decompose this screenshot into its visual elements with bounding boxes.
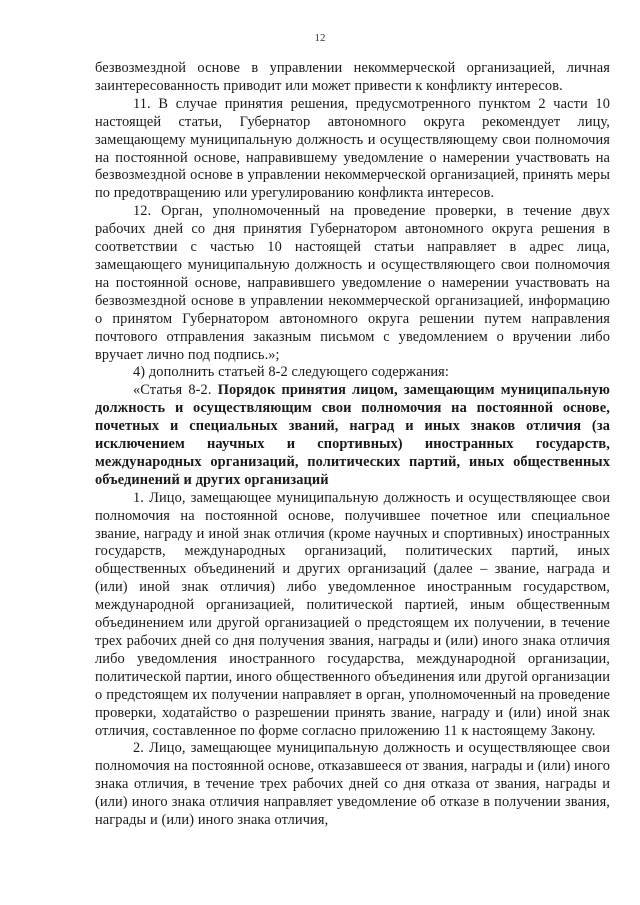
article-heading (95, 382, 610, 489)
article-paragraph-1: 1. Лицо, замещающее муниципальную должность и осуществляющее свои полномочия на постоянной основе, получившее почетное или специальное звание, награду и иной знак отличия (кроме научных и спортивных) иностранных государств, международных организаций, политических партий, иных общественных объединений и других организаций (далее – звание, награда и (или) иной знак отличия) либо уведомленное иностранным государством, международной организацией, политической партией, иным общественным объединением или другой организацией о предстоящем их получении, в течение трех рабочих дней со дня получения звания, награды и (или) иного знака отличия либо уведомления иностранного государства, международной организации, политической партии, иного общественного объединения или другой организации о предстоящем их получении направляет в орган, уполномоченный на проведение проверки, ходатайство о разрешении принять звание, награду и (или) иной знак отличия, составленное по форме согласно приложению 11 к настоящему Закону. (95, 489, 610, 739)
paragraph-item-12: 12. Орган, уполномоченный на проведение проверки, в течение двух рабочих дней со дня принятия Губернатором автономного округа решения в соответствии с частью 10 настоящей статьи направляет в адрес лица, замещающего муниципальную должность и осуществляющего свои полномочия на постоянной основе, направившего уведомление о намерении участвовать на безвозмездной основе в управлении некоммерческой организацией, информацию о принятом Губернатором автономного округа решении путем направления почтового отправления заказным письмом с уведомлением о вручении либо вручает лично под подпись.»; (95, 203, 610, 363)
article-title: Порядок принятия лицом, замещающим муниципальную должность и осуществляющим свои полномочия на постоянной основе, почетных и специальных званий, наград и иных знаков отличия (за исключением научных и спортивных) иностранных государств, международных организаций, политических партий, иных общественных объединений и других организаций (95, 382, 610, 488)
article-prefix: «Статья 8-2. (133, 382, 218, 399)
article-paragraph-2: 2. Лицо, замещающее муниципальную должность и осуществляющее свои полномочия на постоянной основе, отказавшееся от звания, награды и (или) иного знака отличия, в течение трех рабочих дней со дня отказа от звания, награды и (или) иного знака отличия направляет уведомление об отказе в получении звания, награды и (или) иного знака отличия, (95, 740, 610, 829)
page-number: 12 (314, 32, 326, 44)
paragraph-amendment-4: 4) дополнить статьей 8-2 следующего содержания: (133, 364, 449, 381)
paragraph-item-11: 11. В случае принятия решения, предусмотренного пунктом 2 части 10 настоящей статьи, Губернатор автономного округа рекомендует лицу, замещающему муниципальную должность и осуществляющему свои полномочия на постоянной основе, направившему уведомление о намерении участвовать на безвозмездной основе в управлении некоммерческой организацией, принять меры по предотвращению или урегулированию конфликта интересов. (95, 95, 610, 202)
document-body (95, 60, 610, 830)
paragraph-continuation: безвозмездной основе в управлении некоммерческой организацией, личная заинтересованность приводит или может привести к конфликту интересов. (95, 60, 610, 94)
